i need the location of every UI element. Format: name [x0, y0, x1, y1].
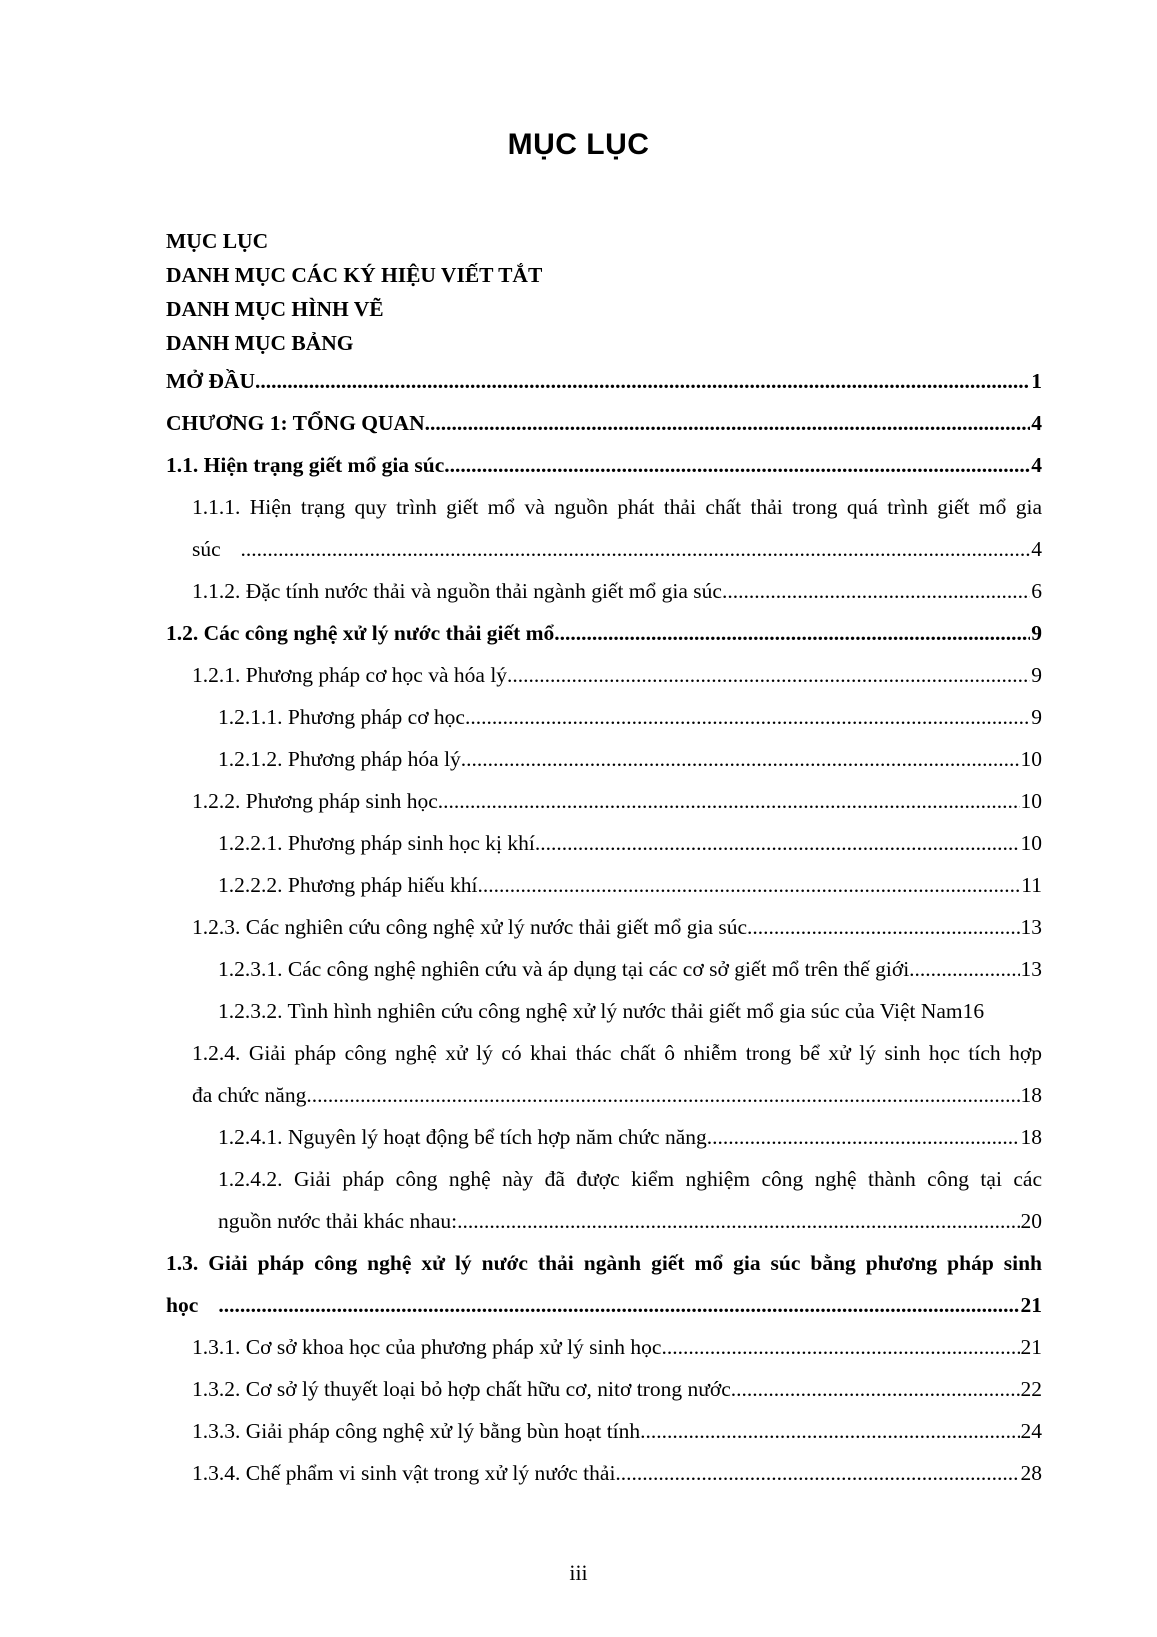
toc-entry-mo-dau[interactable] [166, 360, 1042, 402]
toc-leader [615, 1452, 1019, 1494]
toc-leader [444, 444, 1030, 486]
toc-entry-text: 1.3.2. Cơ sở lý thuyết loại bỏ hợp chất hữu cơ, nitơ trong nước [192, 1377, 731, 1401]
toc-entry-1-2[interactable] [166, 612, 1042, 654]
toc-page: 13 [1020, 957, 1042, 981]
toc-entry-1-1[interactable] [166, 444, 1042, 486]
toc-leader [507, 654, 1030, 696]
toc-page: 18 [1020, 1083, 1042, 1107]
toc-entry-text: 1.2.1. Phương pháp cơ học và hóa lý [192, 663, 508, 687]
toc-entry-text: 1.2.2. Phương pháp sinh học [192, 789, 438, 813]
toc-entry-1-2-4-line1[interactable]: 1.2.4. Giải pháp công nghệ xử lý có khai thác chất ô nhiễm trong bể xử lý sinh học tích hợp [192, 1041, 1042, 1065]
toc-leader [707, 1116, 1020, 1158]
toc-entry-1-2-3[interactable] [166, 906, 1042, 948]
toc-entry-1-1-2[interactable] [166, 570, 1042, 612]
toc-page: 4 [1031, 537, 1042, 561]
toc-entry-text: súc [192, 537, 221, 561]
toc-entry-text: 1.2.2.1. Phương pháp sinh học kị khí [218, 831, 535, 855]
toc-page: 21 [1020, 1335, 1042, 1359]
toc-page: 20 [1020, 1209, 1042, 1233]
toc-leader [554, 612, 1030, 654]
toc-leader [747, 906, 1019, 948]
toc-entry-text: 1.2.4.1. Nguyên lý hoạt động bể tích hợp năm chức năng [218, 1125, 707, 1149]
toc-entry-chuong-1[interactable] [166, 402, 1042, 444]
toc-entry-text: 1.1. Hiện trạng giết mổ gia súc [166, 453, 445, 477]
toc-entry-1-2-4-1[interactable] [166, 1116, 1042, 1158]
toc-entry-text: 1.3.4. Chế phẩm vi sinh vật trong xử lý nước thải [192, 1461, 616, 1485]
toc-entry-1-3-4[interactable] [166, 1452, 1042, 1494]
toc-entry-1-3-line2[interactable] [166, 1284, 1042, 1326]
toc-leader [306, 1074, 1019, 1116]
toc-page: 9 [1031, 663, 1042, 687]
toc-entry-1-2-1-2[interactable] [166, 738, 1042, 780]
toc-page: 9 [1031, 705, 1042, 729]
toc-page: 4 [1031, 453, 1042, 477]
toc-page: 13 [1020, 915, 1042, 939]
toc-page: 18 [1020, 1125, 1042, 1149]
toc-entry-text: 1.2.1.2. Phương pháp hóa lý [218, 747, 461, 771]
toc-entry-text: 1.2. Các công nghệ xử lý nước thải giết mổ [166, 621, 555, 645]
toc-leader [478, 864, 1021, 906]
toc-plain-figures[interactable]: DANH MỤC HÌNH VẼ [166, 297, 384, 321]
toc-leader [438, 780, 1020, 822]
toc-leader [241, 528, 1031, 570]
toc-entry-text: 1.2.3.1. Các công nghệ nghiên cứu và áp dụng tại các cơ sở giết mổ trên thế giới [218, 957, 910, 981]
toc-entry-1-2-3-2[interactable]: 1.2.3.2. Tình hình nghiên cứu công nghệ xử lý nước thải giết mổ gia súc của Việt Nam16 [218, 999, 985, 1023]
toc-page: 4 [1031, 411, 1042, 435]
toc-entry-1-2-1[interactable] [166, 654, 1042, 696]
toc-leader [457, 1200, 1019, 1242]
toc-leader [461, 738, 1020, 780]
toc-page: 9 [1031, 621, 1042, 645]
toc-entry-1-2-4-2-line1[interactable]: 1.2.4.2. Giải pháp công nghệ này đã được kiểm nghiệm công nghệ thành công tại các [218, 1167, 1042, 1191]
page-number: iii [569, 1560, 588, 1585]
toc-leader [731, 1368, 1020, 1410]
toc-page: 24 [1020, 1419, 1042, 1443]
toc-entry-1-2-3-1[interactable] [166, 948, 1042, 990]
toc-entry-1-1-1-line1[interactable]: 1.1.1. Hiện trạng quy trình giết mổ và nguồn phát thải chất thải trong quá trình giết mổ gia [192, 495, 1042, 519]
toc-page: 6 [1031, 579, 1042, 603]
toc-entry-text: CHƯƠNG 1: TỔNG QUAN [166, 411, 425, 435]
toc-entry-text: 1.1.2. Đặc tính nước thải và nguồn thải ngành giết mổ gia súc [192, 579, 722, 603]
toc-page: 22 [1020, 1377, 1042, 1401]
toc-entry-1-2-4-2-line2[interactable] [166, 1200, 1042, 1242]
toc-entry-text: 1.2.2.2. Phương pháp hiếu khí [218, 873, 478, 897]
toc-entry-text: 1.2.1.1. Phương pháp cơ học [218, 705, 465, 729]
toc-entry-1-2-2[interactable] [166, 780, 1042, 822]
toc-entry-text: MỞ ĐẦU [166, 369, 255, 393]
toc-entry-1-2-1-1[interactable] [166, 696, 1042, 738]
toc-entry-1-3-1[interactable] [166, 1326, 1042, 1368]
toc-entry-text: 1.2.3. Các nghiên cứu công nghệ xử lý nước thải giết mổ gia súc [192, 915, 748, 939]
toc-entry-text: nguồn nước thải khác nhau: [218, 1209, 458, 1233]
toc-entry-text: đa chức năng [192, 1083, 307, 1107]
toc-entry-1-3-3[interactable] [166, 1410, 1042, 1452]
toc-leader [465, 696, 1030, 738]
toc-page: 21 [1020, 1293, 1042, 1317]
toc-leader [661, 1326, 1019, 1368]
toc-page: 28 [1020, 1461, 1042, 1485]
toc-entry-text: 1.3.1. Cơ sở khoa học của phương pháp xử lý sinh học [192, 1335, 662, 1359]
toc-page: 10 [1020, 747, 1042, 771]
toc-page: 10 [1020, 789, 1042, 813]
table-of-contents [166, 224, 1042, 1494]
toc-entry-1-2-2-1[interactable] [166, 822, 1042, 864]
toc-entry-1-3-line1[interactable]: 1.3. Giải pháp công nghệ xử lý nước thải ngành giết mổ gia súc bằng phương pháp sinh [166, 1251, 1042, 1275]
toc-entry-text: 1.3.3. Giải pháp công nghệ xử lý bằng bùn hoạt tính [192, 1419, 641, 1443]
toc-leader [255, 360, 1030, 402]
toc-page: 10 [1020, 831, 1042, 855]
toc-plain-tables[interactable]: DANH MỤC BẢNG [166, 331, 354, 355]
toc-leader [640, 1410, 1019, 1452]
toc-plain-muc-luc[interactable]: MỤC LỤC [166, 229, 269, 253]
toc-entry-1-2-4-line2[interactable] [166, 1074, 1042, 1116]
toc-entry-1-1-1-line2[interactable] [166, 528, 1042, 570]
toc-leader [909, 948, 1019, 990]
toc-leader [218, 1284, 1019, 1326]
toc-page: 11 [1021, 873, 1042, 897]
toc-page: 1 [1031, 369, 1042, 393]
toc-entry-1-3-2[interactable] [166, 1368, 1042, 1410]
toc-leader [425, 402, 1031, 444]
toc-entry-text: học [166, 1293, 199, 1317]
toc-leader [722, 570, 1030, 612]
toc-plain-abbreviations[interactable]: DANH MỤC CÁC KÝ HIỆU VIẾT TẮT [166, 263, 543, 287]
page-title: MỤC LỤC [507, 128, 650, 161]
toc-leader [535, 822, 1020, 864]
toc-entry-1-2-2-2[interactable] [166, 864, 1042, 906]
